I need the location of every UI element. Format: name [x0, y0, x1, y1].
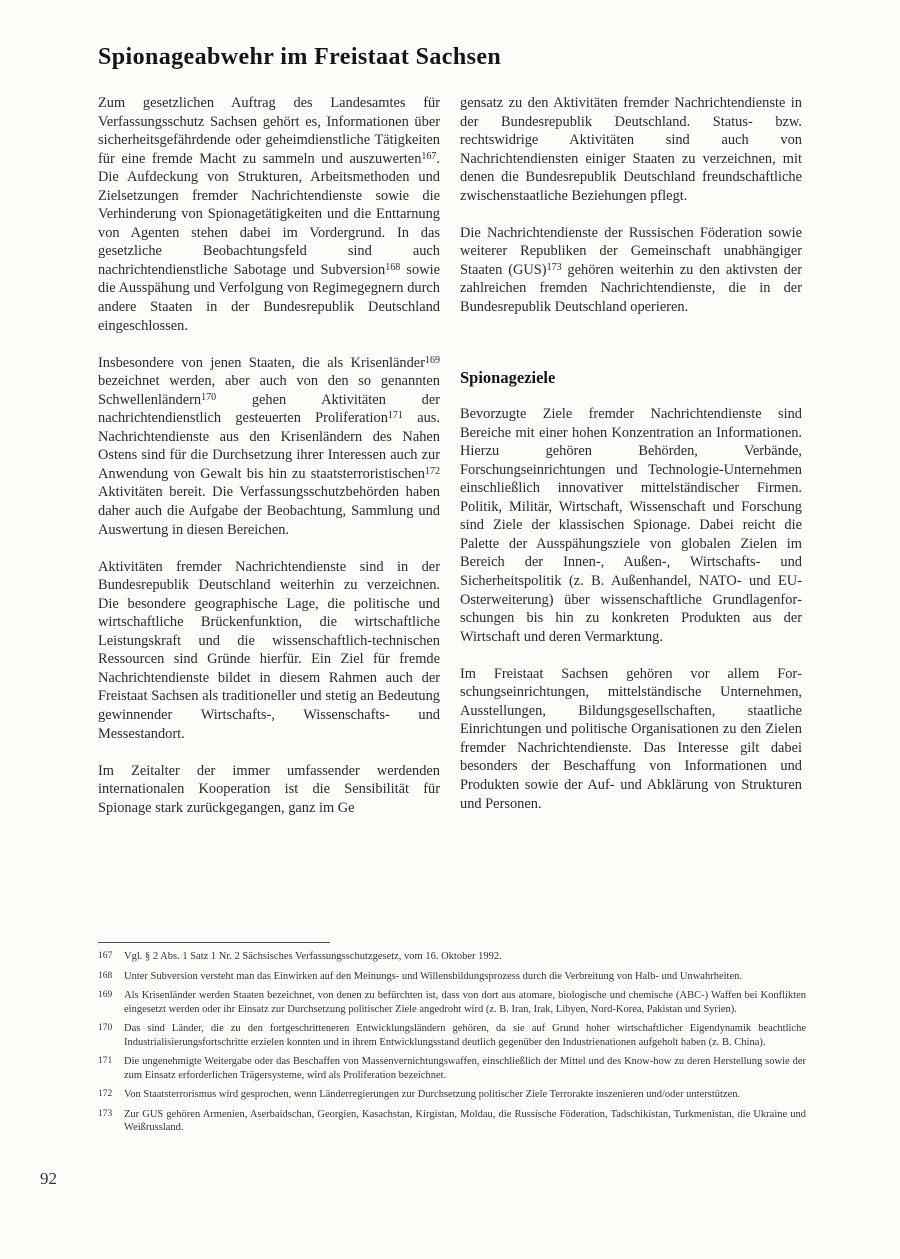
paragraph: gensatz zu den Aktivitäten fremder Nachrichtendienste in der Bundesrepublik Deutschland. Status- bzw. rechtswidrige Aktivitäten sind auch von Nachrichtendiensten einiger Staaten zu verzeichnen, mit denen die Bundesrepublik Deutschland freundschaftliche zwischenstaatliche Beziehungen pflegt.: [460, 95, 802, 204]
paragraph: [98, 94, 440, 335]
footnote-ref[interactable]: 168: [385, 261, 401, 273]
paragraph-text: . Die Aufdeckung von Strukturen, Arbeitsmethoden und Zielsetzungen fremder Nachrichtendienste sowie die Verhinderung von Spionagetätigkeiten und die Enttarnung von Agenten stehen dabei im Vordergrund. In das gesetzliche Beobachtungsfeld sind auch nachrichtendienstliche Sabotage und Subversion: [98, 150, 440, 278]
footnote: [98, 989, 806, 1016]
paragraph-text: gehen Aktivitäten der nachrichtendienstlich gesteuerten Proliferation: [98, 391, 440, 427]
footnote-text: Das sind Länder, die zu den fortgeschritteneren Entwicklungsländern gehören, da sie auf Grund hoher wirtschaftlicher Eigendynamik beachtliche Industrialisierungsfortschritte erzielen konnten und in ihrem Entwicklungsstand deutlich gegenüber den Industrienationen aufgeholt haben (z. B. China).: [124, 1023, 806, 1048]
footnote-ref[interactable]: 171: [387, 410, 403, 422]
footnote-text: Von Staatsterrorismus wird gesprochen, wenn Länderregierungen zur Durchsetzung politischer Ziele Terrorakte inszenieren und/oder unterstützen.: [124, 1089, 741, 1100]
footnote: [98, 1022, 806, 1049]
paragraph: [98, 354, 440, 539]
paragraph: Im Zeitalter der immer umfassender werdenden internationalen Kooperation ist die Sensibilität für Spionage stark zurückgegangen, ganz im Ge: [98, 762, 440, 816]
footnote: [98, 970, 806, 984]
footnote-number: 167: [98, 951, 113, 961]
footnote-number: 169: [98, 990, 113, 1000]
paragraph-text: Aktivitäten bereit. Die Verfassungsschutzbehörden haben daher auch die Aufgabe der Beobachtung, Sammlung und Auswertung in diesen Bereichen.: [98, 484, 440, 538]
footnote: [98, 1088, 806, 1102]
paragraph: [460, 224, 802, 317]
page-title: Spionageabwehr im Freistaat Sachsen: [98, 44, 502, 70]
footnote-divider: [98, 942, 330, 943]
footnote-text: Die ungenehmigte Weitergabe oder das Beschaffen von Massenvernichtungswaffen, einschließlich der Mittel und des Know-how zu deren Herstellung sowie der zum Einsatz erforderlichen Trägersysteme, wird als Proliferation bezeichnet.: [124, 1056, 806, 1081]
footnote-ref[interactable]: 169: [425, 354, 440, 366]
paragraph-text: aus. Nachrichtendienste aus den Krisenländern des Nahen Ostens sind für die Durchsetzung ihrer Interessen auch zur Anwendung von Gewalt bis hin zu staatsterroristischen: [98, 410, 440, 482]
left-column: [98, 94, 440, 817]
footnote-ref[interactable]: 170: [201, 391, 217, 403]
paragraph: Aktivitäten fremder Nachrichtendienste sind in der Bundesrepublik Deutschland weiterhin zu verzeichnen. Die besondere geographische Lage, die politische und wirtschaftliche Brückenfunktion, die wirtschaftliche Leistungskraft und die wissenschaftlich-technischen Ressourcen sind Gründe hierfür. Ein Ziel für fremde Nachrichtendienste bildet in diesem Rahmen auch der Freistaat Sachsen als traditioneller und stetig an Bedeutung gewinnender Wirtschafts-, Wissenschafts- und Messestandort.: [98, 558, 440, 742]
footnote: [98, 1055, 806, 1082]
footnote-number: 170: [98, 1023, 113, 1033]
footnotes: [98, 950, 806, 1141]
footnote-text: Zur GUS gehören Armenien, Aserbaidschan, Georgien, Kasachstan, Kirgistan, Moldau, die Russische Föderation, Tadschikistan, Turkmenistan, die Ukraine und Weißrussland.: [124, 1108, 806, 1133]
footnote-text: Unter Subversion versteht man das Einwirken auf den Meinungs- und Willensbildungsprozess durch die Verbreitung von Halb- und Unwahrheiten.: [124, 970, 742, 982]
footnote-number: 168: [98, 970, 113, 981]
paragraph-text: Zum gesetzlichen Auftrag des Landesamtes für Verfassungsschutz Sachsen gehört es, Informationen über sicherheitsgefährdende oder geheimdienstliche Tätigkeiten für eine fremde Macht zu sammeln und auszuwerten: [98, 95, 440, 167]
footnote-number: 172: [98, 1089, 113, 1099]
page-number: 92: [40, 1169, 57, 1188]
paragraph-text: sowie die Ausspähung und Verfolgung von Regimegegnern durch andere Staaten in der Bundesrepublik Deutschland eingeschlossen.: [98, 261, 440, 334]
footnote-ref[interactable]: 167: [421, 150, 437, 162]
right-column: [460, 94, 802, 813]
footnote: [98, 1108, 806, 1135]
paragraph-text: Insbesondere von jenen Staaten, die als Krisenländer: [98, 354, 425, 371]
paragraph: Bevorzugte Ziele fremder Nachrichtendienste sind Bereiche mit einer hohen Konzentration an Informationen. Hierzu gehören Behörden, Verbände, Forschungseinrichtungen und Technologie-Unternehmen einschließlich innovativer mittelständischer Firmen. Politik, Militär, Wirtschaft, Wissenschaft und Forschung sind Ziele der klassischen Spionage. Dabei reicht die Palette der Ausspähungsziele von globalen Zielen im Bereich der Innen-, Außen-, Wirtschafts- und Sicherheitspolitik (z. B. Außenhandel, NATO- und EU-Osterweiterung) über wissenschaftliche Grundlagenforschungen bis hin zu konkreten Produkten aus der Wirtschaft und deren Vermarktung.: [460, 406, 802, 645]
footnote: [98, 950, 806, 964]
footnote-ref[interactable]: 173: [546, 261, 562, 273]
section-heading: Spionageziele: [460, 367, 556, 387]
footnote-number: 171: [98, 1056, 113, 1066]
paragraph-text: gehören weiterhin zu den aktivsten der zahlreichen fremden Nachrichtendienste, die in der Bundesrepublik Deutschland operieren.: [460, 261, 803, 315]
footnote-ref[interactable]: 172: [425, 465, 440, 477]
paragraph-text: Die Nachrichtendienste der Russischen Föderation sowie weiterer Republiken der Gemeinschaft unabhängiger Staaten (GUS): [460, 224, 802, 278]
footnote-number: 173: [98, 1108, 113, 1119]
footnote-text: Vgl. § 2 Abs. 1 Satz 1 Nr. 2 Sächsisches Verfassungsschutzgesetz, vom 16. Oktober 1992.: [124, 951, 502, 962]
footnote-text: Als Krisenländer werden Staaten bezeichnet, von denen zu befürchten ist, dass von dort aus atomare, biologische und chemische (ABC-) Waffen bei Konflikten eingesetzt werden oder ihr Einsatz zur Durchsetzung politischer Ziele angedroht wird (z. B. Iran, Irak, Libyen, Nord-Korea, Pakistan und Syrien).: [124, 990, 806, 1015]
paragraph-text: bezeichnet werden, aber auch von den so genannten Schwellenländern: [98, 373, 440, 408]
paragraph: Im Freistaat Sachsen gehören vor allem Forschungseinrichtungen, mittelständische Unternehmen, Ausstellungen, Bildungsgesellschaften, staatliche Einrichtungen und politische Organisationen zu den Zielen fremder Nachrichtendienste. Das Interesse gilt dabei besonders der Beschaffung von Informationen und Produkten sowie der Auf- und Abklärung von Strukturen und Personen.: [460, 665, 802, 812]
